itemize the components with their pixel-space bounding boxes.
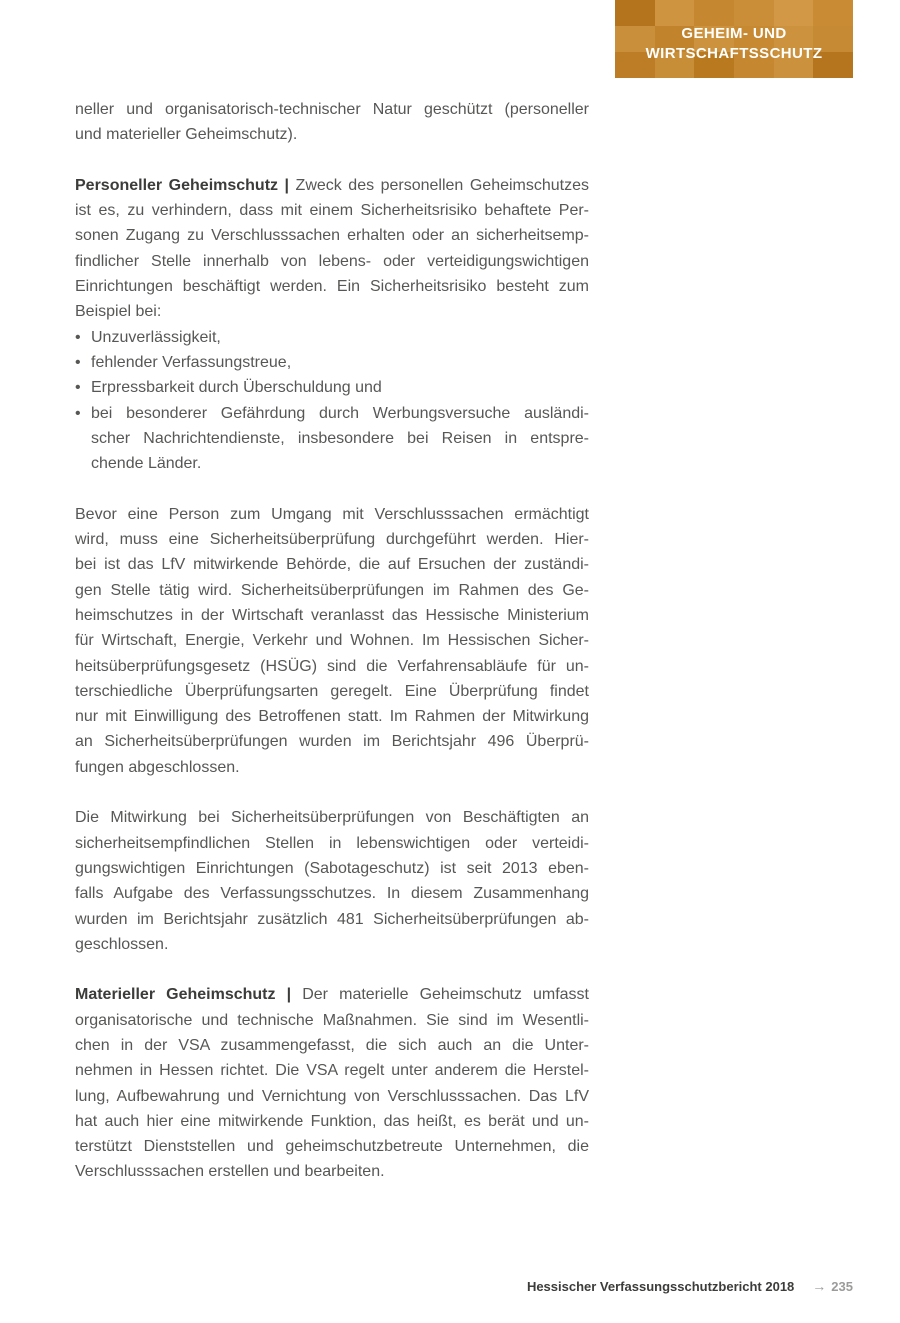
text-line: gungswichtigen Einrichtungen (Sabotageschutz) ist seit 2013 eben- <box>75 859 589 877</box>
text-line: geschlossen. <box>75 935 169 953</box>
text-line: sicherheitsempfindlichen Stellen in lebenswichtigen oder verteidi- <box>75 834 589 852</box>
paragraph-lead: Materieller Geheimschutz | <box>75 986 303 1004</box>
text-line: falls Aufgabe des Verfassungsschutzes. In diesem Zusammenhang <box>75 885 589 903</box>
chapter-title <box>615 0 853 78</box>
text-line: Erpressbarkeit durch Überschuldung und <box>91 379 382 397</box>
text-line: ist es, zu verhindern, dass mit einem Sicherheitsrisiko behaftete Per- <box>75 202 589 220</box>
chapter-title-line-2: WIRTSCHAFTSSCHUTZ <box>645 45 823 62</box>
text-line: fehlender Verfassungstreue, <box>91 353 292 371</box>
text-line: Beispiel bei: <box>75 303 162 321</box>
text-line: Die Mitwirkung bei Sicherheitsüberprüfungen von Beschäftigten an <box>75 809 589 827</box>
text-line: Verschlusssachen erstellen und bearbeiten. <box>75 1163 385 1181</box>
chapter-title-line-1: GEHEIM- UND <box>681 25 787 42</box>
footer-report-title: Hessischer Verfassungsschutzbericht 2018 <box>526 1279 795 1294</box>
text-line: scher Nachrichtendienste, insbesondere bei Reisen in entspre- <box>91 429 589 447</box>
bullet-list-item <box>75 401 589 477</box>
paragraph <box>75 173 589 325</box>
text-line: bei besonderer Gefährdung durch Werbungsversuche ausländi- <box>91 404 589 422</box>
text-line: heimschutzes in der Wirtschaft veranlasst das Hessische Ministerium <box>75 606 589 624</box>
paragraph-text: Zweck des personellen Geheimschutzes <box>295 176 590 194</box>
bullet-icon: • <box>75 353 81 371</box>
bullet-item-text <box>91 350 589 375</box>
text-line: nehmen in Hessen richtet. Die VSA regelt unter anderem die Herstel- <box>75 1062 589 1080</box>
text-line <box>75 173 589 198</box>
bullet-list <box>75 325 589 477</box>
text-line: terschiedliche Überprüfungsarten geregelt. Eine Überprüfung findet <box>75 682 589 700</box>
text-line: fungen abgeschlossen. <box>75 758 240 776</box>
content <box>75 97 589 1185</box>
bullet-icon: • <box>75 404 81 422</box>
text-line: wurden im Berichtsjahr zusätzlich 481 Sicherheitsüberprüfungen ab- <box>75 910 589 928</box>
page-number: 235 <box>831 1279 853 1294</box>
text-line: bei ist das LfV mitwirkende Behörde, die auf Ersuchen der zuständi- <box>75 556 589 574</box>
bullet-list-item <box>75 325 589 350</box>
text-line: chende Länder. <box>91 455 202 473</box>
text-line: für Wirtschaft, Energie, Verkehr und Wohnen. Im Hessischen Sicher- <box>75 632 589 650</box>
bullet-list-item <box>75 375 589 400</box>
text-line: Einrichtungen beschäftigt werden. Ein Sicherheitsrisiko besteht zum <box>75 278 589 296</box>
paragraph-text: Der materielle Geheimschutz umfasst <box>302 986 589 1004</box>
text-line <box>75 982 589 1007</box>
text-line: nur mit Einwilligung des Betroffenen statt. Im Rahmen der Mitwirkung <box>75 708 589 726</box>
paragraph <box>75 502 589 780</box>
text-line: lung, Aufbewahrung und Vernichtung von Verschlusssachen. Das LfV <box>75 1087 589 1105</box>
text-line: Bevor eine Person zum Umgang mit Verschlusssachen ermächtigt <box>75 505 589 523</box>
arrow-right-icon: → <box>812 1278 827 1294</box>
paragraph <box>75 982 589 1184</box>
text-line: chen in der VSA zusammengefasst, die sich auch an die Unter- <box>75 1036 589 1054</box>
text-line: sonen Zugang zu Verschlusssachen erhalten oder an sicherheitsemp- <box>75 227 589 245</box>
paragraph-lead: Personeller Geheimschutz | <box>75 176 296 194</box>
paragraph <box>75 805 589 957</box>
text-line: hat auch hier eine mitwirkende Funktion, das heißt, es berät und un- <box>75 1112 589 1130</box>
paragraph <box>75 97 589 148</box>
text-line: findlicher Stelle innerhalb von lebens- oder verteidigungswichtigen <box>75 252 589 270</box>
chapter-header-badge <box>615 0 853 78</box>
bullet-item-text <box>91 401 589 477</box>
bullet-item-text <box>91 375 589 400</box>
text-line: wird, muss eine Sicherheitsüberprüfung durchgeführt werden. Hier- <box>75 531 589 549</box>
bullet-list-item <box>75 350 589 375</box>
bullet-icon: • <box>75 379 81 397</box>
text-line: neller und organisatorisch-technischer Natur geschützt (personeller <box>75 101 589 118</box>
bullet-icon: • <box>75 328 81 346</box>
text-line: terstützt Dienststellen und geheimschutzbetreute Unternehmen, die <box>75 1138 589 1156</box>
text-line: organisatorische und technische Maßnahmen. Sie sind im Wesentli- <box>75 1011 589 1029</box>
page-footer <box>527 1278 853 1294</box>
text-line: gen Stelle tätig wird. Sicherheitsüberprüfungen im Rahmen des Ge- <box>75 581 589 599</box>
text-line: an Sicherheitsüberprüfungen wurden im Berichtsjahr 496 Überprü- <box>75 733 589 751</box>
text-line: und materieller Geheimschutz). <box>75 126 298 144</box>
text-line: heitsüberprüfungsgesetz (HSÜG) sind die Verfahrensabläufe für un- <box>75 657 589 675</box>
bullet-item-text <box>91 325 589 350</box>
text-line: Unzuverlässigkeit, <box>91 328 221 346</box>
